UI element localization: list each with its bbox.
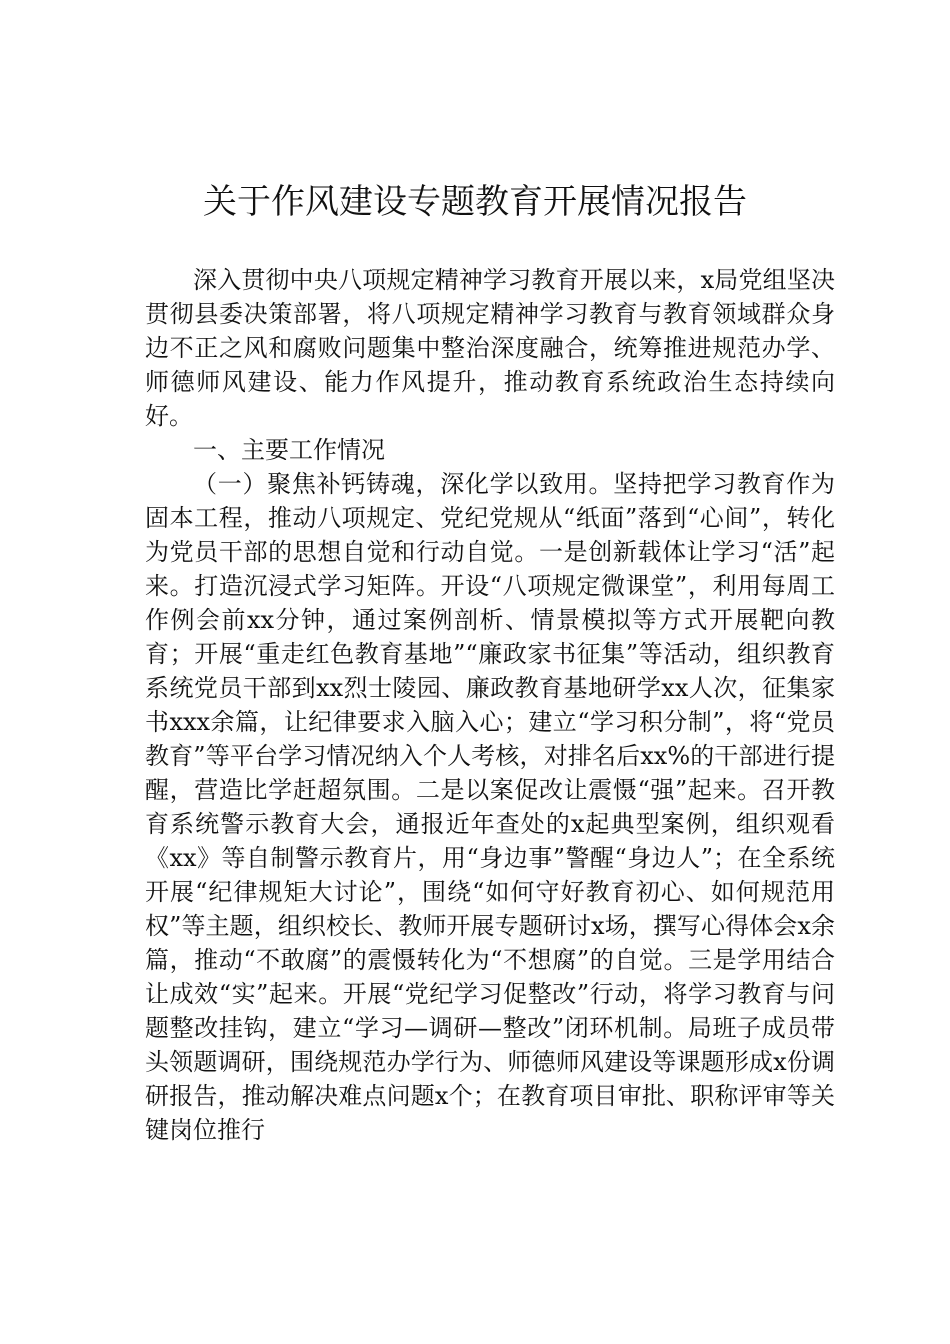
- section-heading: 一、主要工作情况: [193, 436, 385, 464]
- document-title: 关于作风建设专题教育开展情况报告: [203, 182, 747, 222]
- section-paragraph: （一）聚焦补钙铸魂，深化学以致用。坚持把学习教育作为固本工程，推动八项规定、党纪党规从“纸面”落到“心间”，转化为党员干部的思想自觉和行动自觉。一是创新载体让学习“活”起来。打造沉浸式学习矩阵。开设“八项规定微课堂”，利用每周工作例会前xx分钟，通过案例剖析、情景模拟等方式开展靶向教育；开展“重走红色教育基地”“廉政家书征集”等活动，组织教育系统党员干部到xx烈士陵园、廉政教育基地研学xx人次，征集家书xxx余篇，让纪律要求入脑入心；建立“学习积分制”，将“党员教育”等平台学习情况纳入个人考核，对排名后xx%的干部进行提醒，营造比学赶超氛围。二是以案促改让震慑“强”起来。召开教育系统警示教育大会，通报近年查处的x起典型案例，组织观看《xx》等自制警示教育片，用“身边事”警醒“身边人”；在全系统开展“纪律规矩大讨论”，围绕“如何守好教育初心、如何规范用权”等主题，组织校长、教师开展专题研讨x场，撰写心得体会x余篇，推动“不敢腐”的震慑转化为“不想腐”的自觉。三是学用结合让成效“实”起来。开展“党纪学习促整改”行动，将学习教育与问题整改挂钩，建立“学习—调研—整改”闭环机制。局班子成员带头领题调研，围绕规范办学行为、师德师风建设等课题形成x份调研报告，推动解决难点问题x个；在教育项目审批、职称评审等关键岗位推行: [145, 470, 835, 1144]
- document-body: [145, 263, 835, 1147]
- intro-paragraph: 深入贯彻中央八项规定精神学习教育开展以来，x局党组坚决贯彻县委决策部署，将八项规定精神学习教育与教育领域群众身边不正之风和腐败问题集中整治深度融合，统筹推进规范办学、师德师风建设、能力作风提升，推动教育系统政治生态持续向好。: [145, 266, 835, 430]
